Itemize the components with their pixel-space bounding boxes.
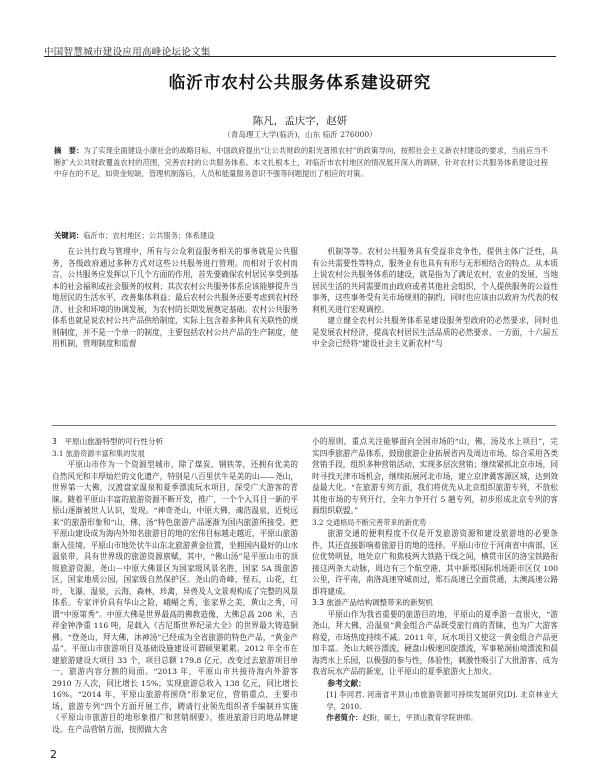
header-rule — [44, 56, 556, 57]
body-bottom-left-column — [52, 436, 299, 734]
paragraph: 建立健全农村公共服务体系是建设服务型政府的必然要求，同时也是发展农村经济，提高农村居民生活品质的必然要求。一方面，十六届五中全会已经将“建设社会主义新农村”与 — [312, 316, 559, 348]
reference-item: [1] 李同君. 河南省平顶山市旅游资源可持续发展研究[D]. 北京林业大学，2010. — [326, 690, 558, 711]
body-top-right-column — [312, 246, 558, 418]
keywords-label: 关键词： — [54, 231, 84, 240]
author-info-text: 赵盼，硕士，平顶山教育学院讲师。 — [362, 713, 478, 722]
subsection-heading: 3.1 旅游资源丰富和集的发展 — [52, 448, 145, 458]
author-info — [312, 712, 558, 724]
paragraph: 小的原则，重点关注能够面向全国市场的“山，佛，汤及水上项目”，完实四季旅游产品体系，鼓励旅游企业拓展省内及周边市场。综合采用各类营销手段，组织多种营销活动，实现多层次营销；继续紧抓北京市场，同时寻找天津市场机会，继续拓展河北市场，建立京津冀客源区域，达到效益最大化。“在旅游专列方面，我们将优先从北京组织旅游专列，不放松其他市场的专列开行，全年力争开行 5 趟专列，初步形成北京专列的客源组织联盟。” — [312, 437, 559, 515]
section-heading: 3.3 旅游产品结构调整带来的新契机 — [312, 598, 433, 607]
article-authors: 陈凡，孟庆字，赵妍 — [252, 115, 348, 127]
article-separator — [52, 425, 556, 426]
paragraph: 机制等等。农村公共服务具有受益非竞争性，提供主体广泛性，具有公共需要性等特点，服务业有也具有有形与无形相结合的特点。从本质上说农村公共服务体系的建设，就是指为了满足农村，农业的发展，当地居民生活的共同需要而由政府或者其他社会组织，个人提供服务的公益性事务，这些事务受有关市场规则的制约，同时也应该由以政府为代表的权利机关进行宏观调控。 — [312, 247, 559, 314]
abstract-label: 摘 要： — [54, 146, 84, 155]
author-info-label: 作者简介： — [326, 713, 363, 722]
article-affiliation: （青岛理工大学(临沂)，山东 临沂 276000） — [223, 130, 377, 139]
paragraph: 旅游交通的便利程度不仅是开发旅游资源和建设旅游地的必要条件，其还直接影响着旅游目的地的选择。平原山市位于河南省中南部，区位优势明显，地处京广和焦枝两大铁路干线之间，横贯市区的洛宝铁路衔接这两条大动脉，周边有三个航空港，其中新郑国际机场距市区仅 100 公里，许平南，南洛高速穿城而过，郑石高速已全面贯通，太澳高速公路即将建成。 — [312, 529, 559, 596]
abstract — [54, 145, 548, 180]
keywords-text: 临沂市；农村地区；公共服务；体系建设 — [83, 231, 215, 240]
references-heading: 参考文献： — [327, 678, 366, 688]
keywords — [54, 230, 548, 242]
paragraph: 平原山市作为一个资源型城市，除了煤炭、钢铁等，还拥有优美的自然风光和丰厚灿烂的文化遗产，特别是八百里伏牛是美的山——尧山，世界第一大佛，汉渡盘家温泉和夏季漂流玩水项目，深受广大游客的青睐。随着平原山丰富的旅游资源不断开发，推广，一个个入耳目一新的平原山逐渐被世人认识，发现。“神奇尧山，中原大佛，魂浩温泉，近悦远来”的旅游形象和“山，佛，汤”特色旅游产品逐渐为国内旅游所接受。把平原山建设成为海内外知名旅游目的地的宏伟目标越走越近，平原山旅游渐入佳境。平原山市地处伏牛山东北旅游黄金位置，坐拥国内最好的山水温泉带，具有世界级的旅游资源禀赋，其中，“佛山汤”是平原山市的顶级旅游资源，尧山－中原大佛景区为国家级风景名胜，国家 5A 级旅游区，国家地质公园，国家级自然保护区。尧山的奇峰，怪石，山花，红叶，飞瀑，温泉，云海，森林，珍禽，异兽及人文景观构成了完整的风景体系。专家评价具有华山之险，峨嵋之秀，张家界之美，黄山之秀，可谓“中原第秀”。中原大佛是世界最高的佛教造像，大佛总高 208 米，吉祥金钟净重 116 吨，是载入《吉尼斯世界纪录大全》的世界最大铸造铜佛。“登尧山，拜大佛，沐神汤”已经成为全省旅游的特色产品，“黄金产品”。平原山市旅游项目及基础设施建设可谓硕果累累。2012 年全市在建旅游建设大项目 33 个，项目总额 179.8 亿元，改变过去旅游项目单一，旅游内容分割的局面。“2013 年，平原山市共接待海内外游客 2910 万人次，同比增长 15%；实现旅游总收入 138 亿元，同比增长 16%。“2014 年，平原山旅游将围绕”形象定位，营销重点，主要市场，旅游专列”四个方面开展工作，聘请行业领先组织者手编制并实施《平原山市旅游目的地形象推广和营销纲要》，推进旅游目的地品牌建设。在产品营销方面，按照做大舍 — [52, 460, 299, 734]
running-header — [44, 40, 556, 58]
body-bottom-right-column — [312, 436, 558, 736]
paragraph: 在公共行政与管理中，所有与公众利益服务相关的事务就是公共服务，各级政府通过多种方式对这些公共服务进行管理。而相对于农村而言，公共服务应发挥以下几个方面的作用，首先要确保农村居民享受到基本的社会福利或社会服务的权利；其次农村公共服务体系应该能够提升当地居民的生活水平，改善集体利益；最后农村公共服务还要考虑到农村经济、社会和环境的协调发展，为农村的长期发展奠定基础。农村公共服务体系也就是说农村公共产品供给制度，实际上包含着多种具有关联性的规则制度，并不是一个单一的制度，主要包括农村公共产品的生产制度，使用机制，管理制度和监督 — [52, 247, 299, 348]
article-title: 临沂市农村公共服务体系建设研究 — [168, 73, 432, 92]
body-top-left-column — [52, 246, 298, 418]
section-heading: 3 平原山旅游特型的可行性分析 — [52, 437, 164, 446]
journal-name: 中国智慧城市建设应用高峰论坛论文集 — [44, 47, 211, 58]
subsection-heading: 3.2 交通格局不断完善带来的新优势 — [312, 517, 427, 527]
paragraph: 平原山作为我省重要的旅游目的地，平原山的夏季游一直很火，“游尧山，拜大佛，沿温泉”黄金组合产品既受旅行商的青睐，也为广大游客称爱，市场热度持续不减。2011 年，玩水项目又使这一黄金组合产品更加丰富。尧山大峡谷漂流，硬盘山极速回旋漂流，军事秘洞仙境漂流和晨海湾水上乐园，以极强的参与性，体验性，刺激性吸引了大批游客，成为我省玩水产品的新宠，让平原山的夏季旅游火上加火。 — [312, 609, 559, 676]
page-number: 2 — [50, 748, 57, 761]
abstract-text: 为了实现全面建设小康社会的战略目标，中国政府提出“让公共财政的阳光普照农村”的政策导向，按照社会主义新农村建设的要求，当前应当不断扩大公共财政覆盖农村的范围，完善农村的公共服务体系。本文扎根本土，对临沂市农村地区的情况展开深入的调研，针对农村公共服务体系建设过程中存在的不足，如资金短缺，管理机制落后，人员和能量服务意识不强等问题提出了相应的对策。 — [54, 146, 548, 179]
